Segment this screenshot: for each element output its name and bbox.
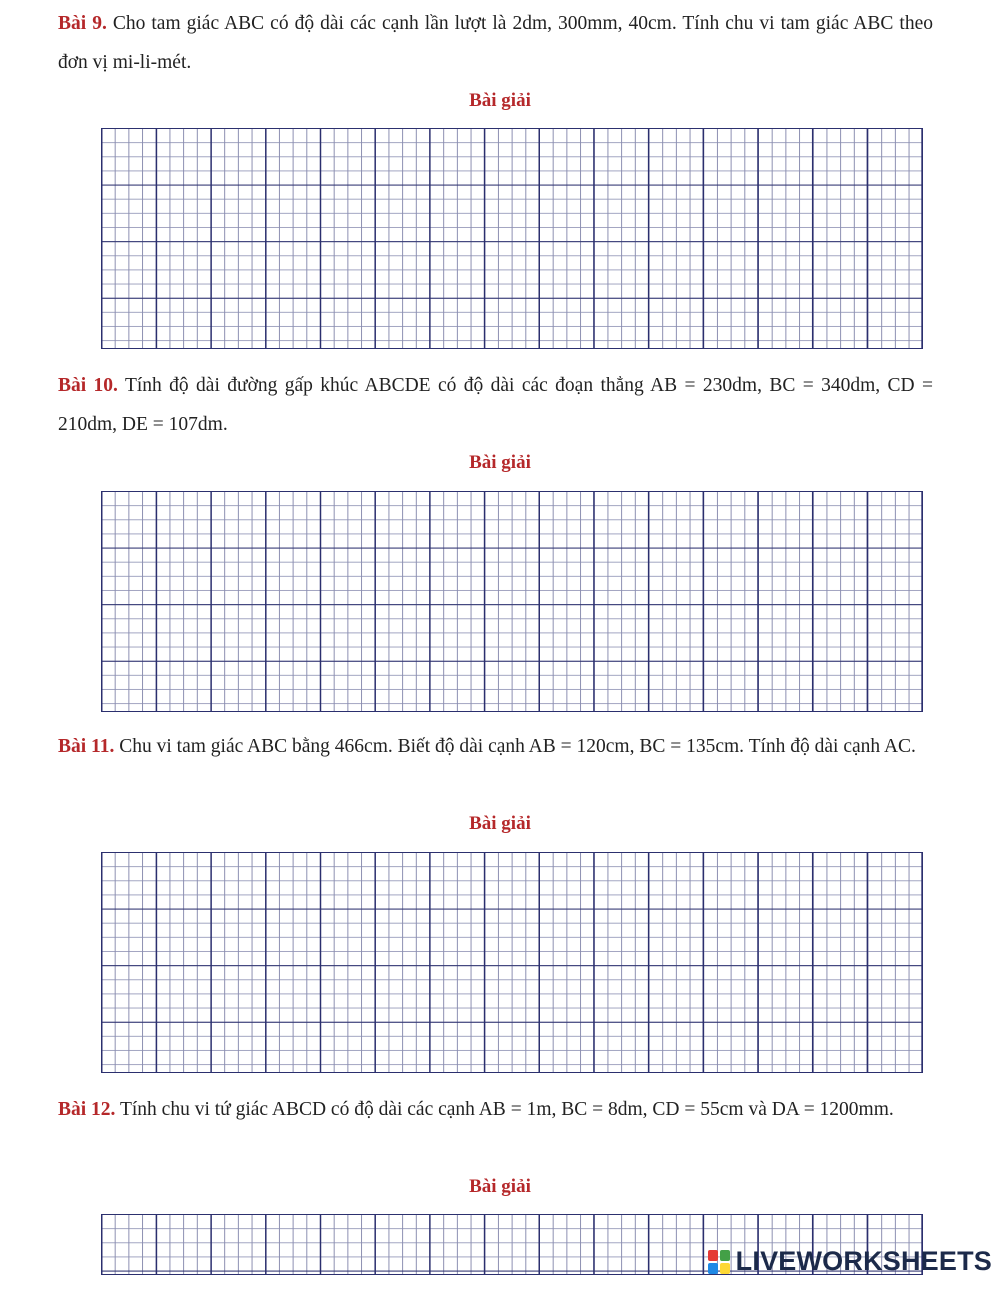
answer-grid-9[interactable] <box>101 128 923 349</box>
logo-square-blue <box>708 1263 718 1274</box>
solution-heading-9: Bài giải <box>469 90 531 111</box>
problem-9-label: Bài 9. <box>58 13 107 34</box>
solution-heading-11: Bài giải <box>469 813 531 834</box>
problem-10-text: Tính độ dài đường gấp khúc ABCDE có độ dài các đoạn thẳng AB = 230dm, BC = 340dm, CD = 210dm, DE = 107dm. <box>58 375 933 435</box>
problem-11 <box>58 727 933 766</box>
problem-12-label: Bài 12. <box>58 1099 116 1120</box>
logo-square-red <box>708 1250 718 1261</box>
problem-9-text: Cho tam giác ABC có độ dài các cạnh lần lượt là 2dm, 300mm, 40cm. Tính chu vi tam giác ABC theo đơn vị mi-li-mét. <box>58 13 933 73</box>
problem-12-text: Tính chu vi tứ giác ABCD có độ dài các cạnh AB = 1m, BC = 8dm, CD = 55cm và DA = 1200mm. <box>115 1099 894 1120</box>
answer-grid-11[interactable] <box>101 852 923 1073</box>
problem-11-label: Bài 11. <box>58 736 115 757</box>
logo-square-yellow <box>720 1263 730 1274</box>
problem-9 <box>58 4 933 82</box>
answer-grid-10[interactable] <box>101 491 923 712</box>
liveworksheets-watermark <box>708 1246 992 1277</box>
logo-square-green <box>720 1250 730 1261</box>
problem-10-label: Bài 10. <box>58 375 118 396</box>
problem-10 <box>58 366 933 444</box>
problem-11-text: Chu vi tam giác ABC bằng 466cm. Biết độ dài cạnh AB = 120cm, BC = 135cm. Tính độ dài cạnh AC. <box>114 736 916 757</box>
solution-heading-10: Bài giải <box>469 452 531 473</box>
problem-12 <box>58 1090 933 1129</box>
watermark-text: LIVEWORKSHEETS <box>735 1246 992 1276</box>
solution-heading-12: Bài giải <box>469 1176 531 1197</box>
liveworksheets-logo-icon <box>708 1250 730 1274</box>
